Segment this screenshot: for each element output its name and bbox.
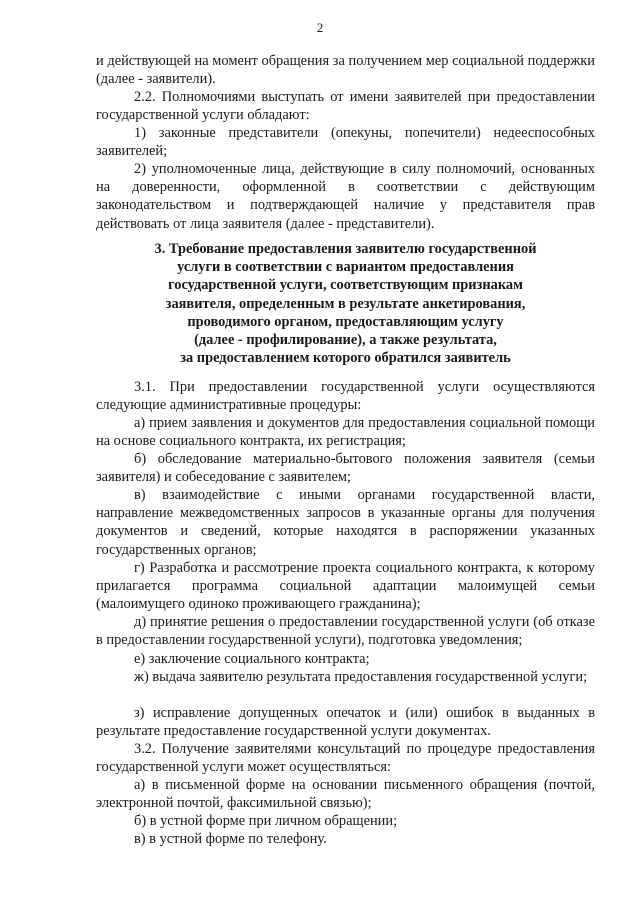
consultation-item-a: а) в письменной форме на основании письменного обращения (почтой, электронной почтой, факсимильной связью); <box>96 777 595 812</box>
paragraph-continuation: и действующей на момент обращения за получением мер социальной поддержки (далее - заявители). <box>96 53 595 88</box>
list-item-a: а) прием заявления и документов для предоставления социальной помощи на основе социального контракта, их регистрация; <box>96 415 595 450</box>
list-item-e: е) заключение социального контракта; <box>134 651 370 667</box>
list-item-zh: ж) выдача заявителю результата предоставления государственной услуги; <box>134 669 588 685</box>
heading-line: заявителя, определенным в результате анкетирования, <box>165 295 526 312</box>
list-item-z: з) исправление допущенных опечаток и (или) ошибок в выданных в результате предоставление государственной услуги документах. <box>96 705 595 740</box>
consultation-item-v: в) в устной форме по телефону. <box>134 831 327 847</box>
paragraph-2-2-item-1: 1) законные представители (опекуны, попечители) недееспособных заявителей; <box>96 125 595 160</box>
list-item-b: б) обследование материально-бытового положения заявителя (семьи заявителя) и собеседование с заявителем; <box>96 451 595 486</box>
list-item-d: д) принятие решения о предоставлении государственной услуги (об отказе в предоставлении государственной услуги), подготовка уведомления; <box>96 614 595 649</box>
list-item-v: в) взаимодействие с иными органами государственной власти, направление межведомственных запросов в указанные органы для получения документов и сведений, которые находятся в распоряжении указанных государственных органов; <box>96 487 595 558</box>
section-3-heading <box>96 240 595 367</box>
consultation-item-b: б) в устной форме при личном обращении; <box>134 813 398 829</box>
page-number: 2 <box>316 20 324 35</box>
paragraph-3-1: 3.1. При предоставлении государственной услуги осуществляются следующие административные процедуры: <box>96 379 595 414</box>
heading-line: за предоставлением которого обратился заявитель <box>180 350 511 367</box>
heading-line: (далее - профилирование), а также результата, <box>194 332 497 349</box>
list-item-g: г) Разработка и рассмотрение проекта социального контракта, к которому прилагается программа социальной адаптации малоимущей семьи (малоимущего одиноко проживающего гражданина); <box>96 560 595 613</box>
paragraph-3-2: 3.2. Получение заявителями консультаций по процедуре предоставления государственной услуги может осуществляться: <box>96 741 595 776</box>
heading-line: проводимого органом, предоставляющим услугу <box>187 313 504 330</box>
heading-line: 3. Требование предоставления заявителю государственной <box>154 241 537 257</box>
heading-line: государственной услуги, соответствующим признакам <box>168 277 523 294</box>
heading-line: услуги в соответствии с вариантом предоставления <box>177 259 514 276</box>
paragraph-2-2: 2.2. Полномочиями выступать от имени заявителей при предоставлении государственной услуги обладают: <box>96 89 595 124</box>
paragraph-2-2-item-2: 2) уполномоченные лица, действующие в силу полномочий, основанных на доверенности, оформленной в соответствии с действующим законодательством и подтверждающей наличие у представителя прав действовать от лица заявителя (далее - представители). <box>96 161 595 232</box>
